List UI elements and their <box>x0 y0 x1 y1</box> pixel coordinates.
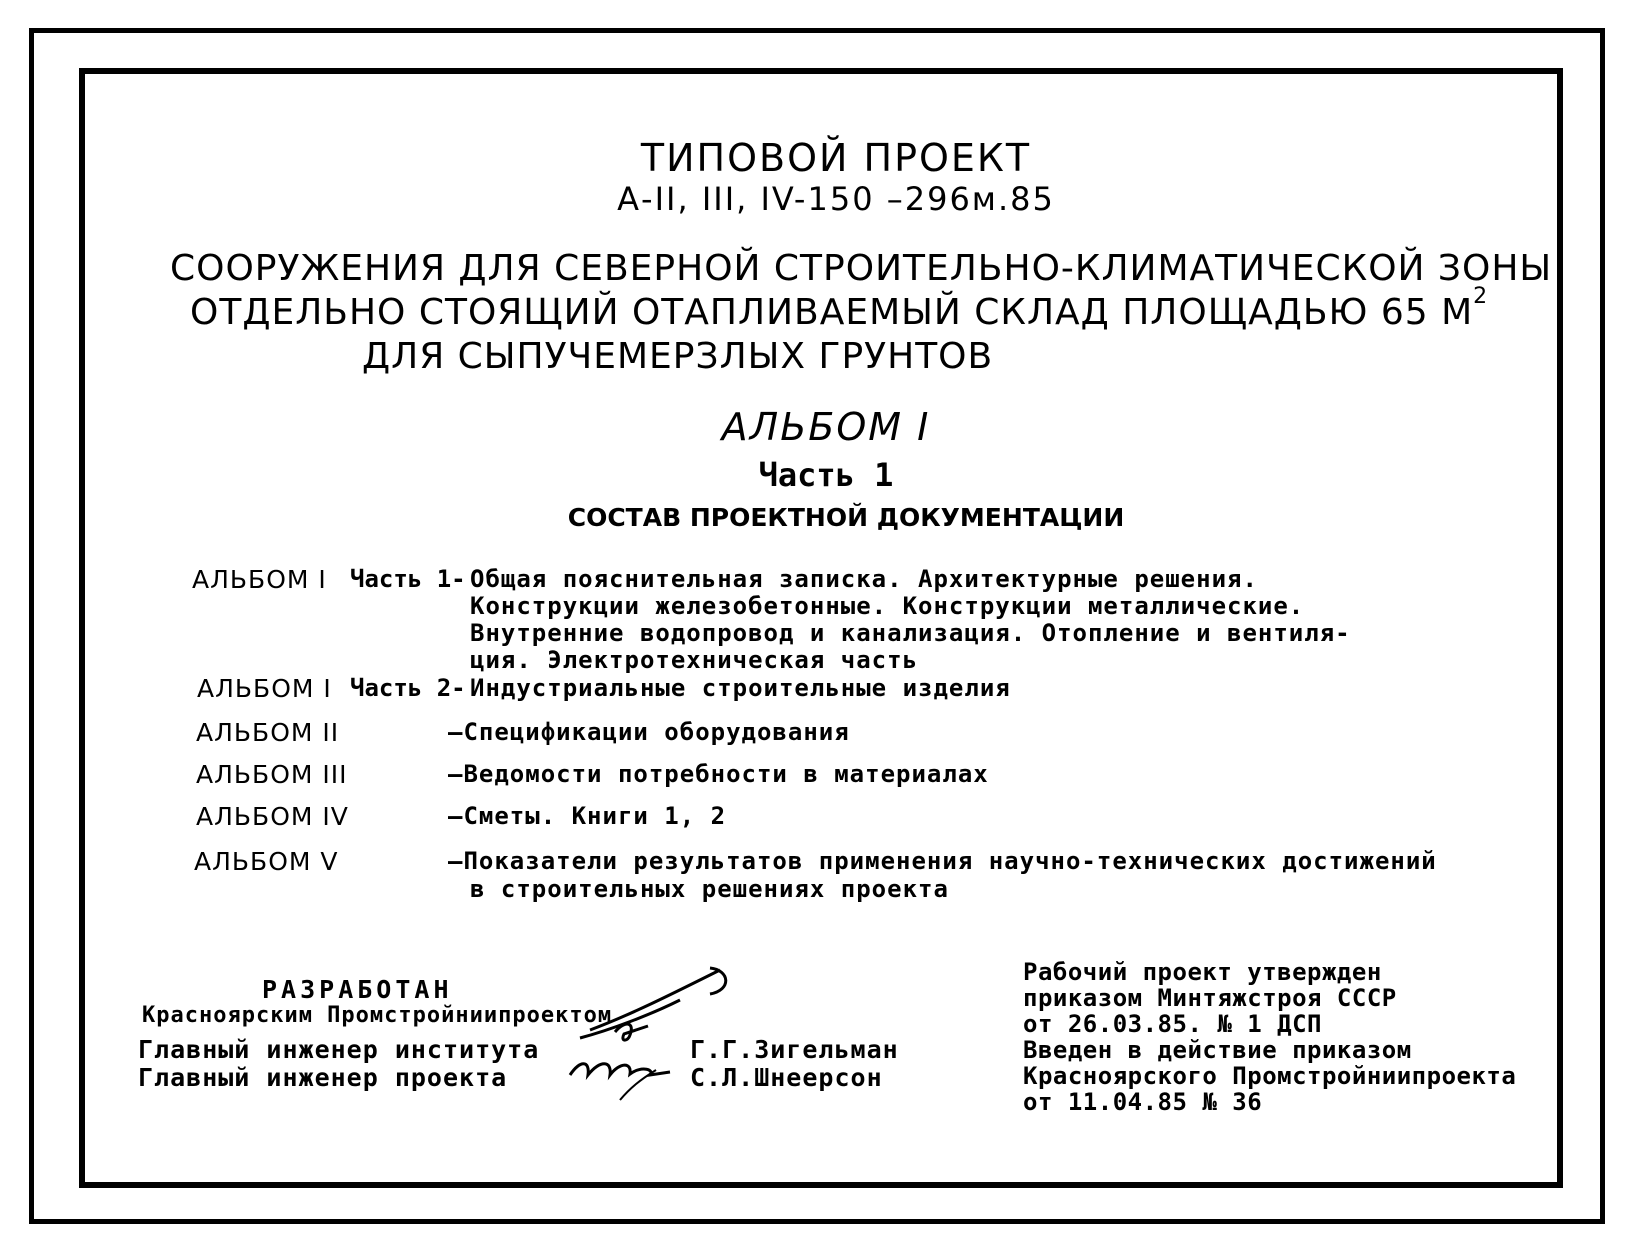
project-type-title: ТИПОВОЙ ПРОЕКТ <box>640 136 1032 180</box>
contents-album-label: АЛЬБОМ III <box>196 760 348 789</box>
contents-part-label: Часть 2- <box>350 674 466 702</box>
contents-album-label: АЛЬБОМ I <box>197 674 332 703</box>
contents-description-line: Индустриальные строительные изделия <box>470 674 1011 702</box>
approval-line: приказом Минтяжстроя СССР <box>1023 984 1397 1012</box>
contents-description-line: –Показатели результатов применения научно-технических достижений <box>448 847 1437 875</box>
contents-description-line: –Ведомости потребности в материалах <box>448 760 989 788</box>
heading-line-2 <box>190 284 1489 333</box>
heading-superscript: 2 <box>1473 284 1489 309</box>
chief-engineer-project-name: С.Л.Шнеерсон <box>690 1063 883 1092</box>
project-code: А-II, III, IV-150 –296м.85 <box>617 180 1055 218</box>
heading-line-2-text: ОТДЕЛЬНО СТОЯЩИЙ ОТАПЛИВАЕМЫЙ СКЛАД ПЛОЩАДЬЮ 65 М <box>190 292 1474 333</box>
approval-line: Рабочий проект утвержден <box>1023 958 1382 986</box>
album-title: АЛЬБОМ I <box>721 405 931 449</box>
approval-line: от 26.03.85. № 1 ДСП <box>1023 1010 1322 1038</box>
contents-description-line: ция. Электротехническая часть <box>470 646 919 674</box>
contents-description-line: Общая пояснительная записка. Архитектурные решения. <box>470 565 1258 593</box>
approval-line: Введен в действие приказом <box>1023 1036 1412 1064</box>
contents-heading: СОСТАВ ПРОЕКТНОЙ ДОКУМЕНТАЦИИ <box>567 503 1125 532</box>
contents-album-label: АЛЬБОМ V <box>194 847 339 876</box>
chief-engineer-project-label: Главный инженер проекта <box>138 1063 508 1092</box>
contents-description-line: Конструкции железобетонные. Конструкции металлические. <box>470 592 1305 620</box>
developed-heading: РАЗРАБОТАН <box>262 975 453 1004</box>
chief-engineer-institute-name: Г.Г.Зигельман <box>690 1035 899 1064</box>
contents-album-label: АЛЬБОМ I <box>192 565 327 594</box>
contents-description-line: в строительных решениях проекта <box>470 875 949 903</box>
approval-line: Красноярского Промстройниипроекта <box>1023 1062 1517 1090</box>
approval-line: от 11.04.85 № 36 <box>1023 1088 1263 1116</box>
heading-line-3: ДЛЯ СЫПУЧЕМЕРЗЛЫХ ГРУНТОВ <box>362 336 994 377</box>
developer-organization: Красноярским Промстройниипроектом <box>142 1003 613 1028</box>
contents-description-line: Внутренние водопровод и канализация. Отопление и вентиля- <box>470 619 1351 647</box>
chief-engineer-institute-label: Главный инженер института <box>138 1035 540 1064</box>
part-title: Часть 1 <box>758 456 894 494</box>
contents-album-label: АЛЬБОМ II <box>196 718 340 747</box>
contents-description-line: –Спецификации оборудования <box>448 718 850 746</box>
contents-description-line: –Сметы. Книги 1, 2 <box>448 802 727 830</box>
contents-part-label: Часть 1- <box>350 565 466 593</box>
handwritten-signature <box>560 960 740 1110</box>
heading-line-1: СООРУЖЕНИЯ ДЛЯ СЕВЕРНОЙ СТРОИТЕЛЬНО-КЛИМАТИЧЕСКОЙ ЗОНЫ <box>170 248 1553 289</box>
contents-album-label: АЛЬБОМ IV <box>196 802 349 831</box>
